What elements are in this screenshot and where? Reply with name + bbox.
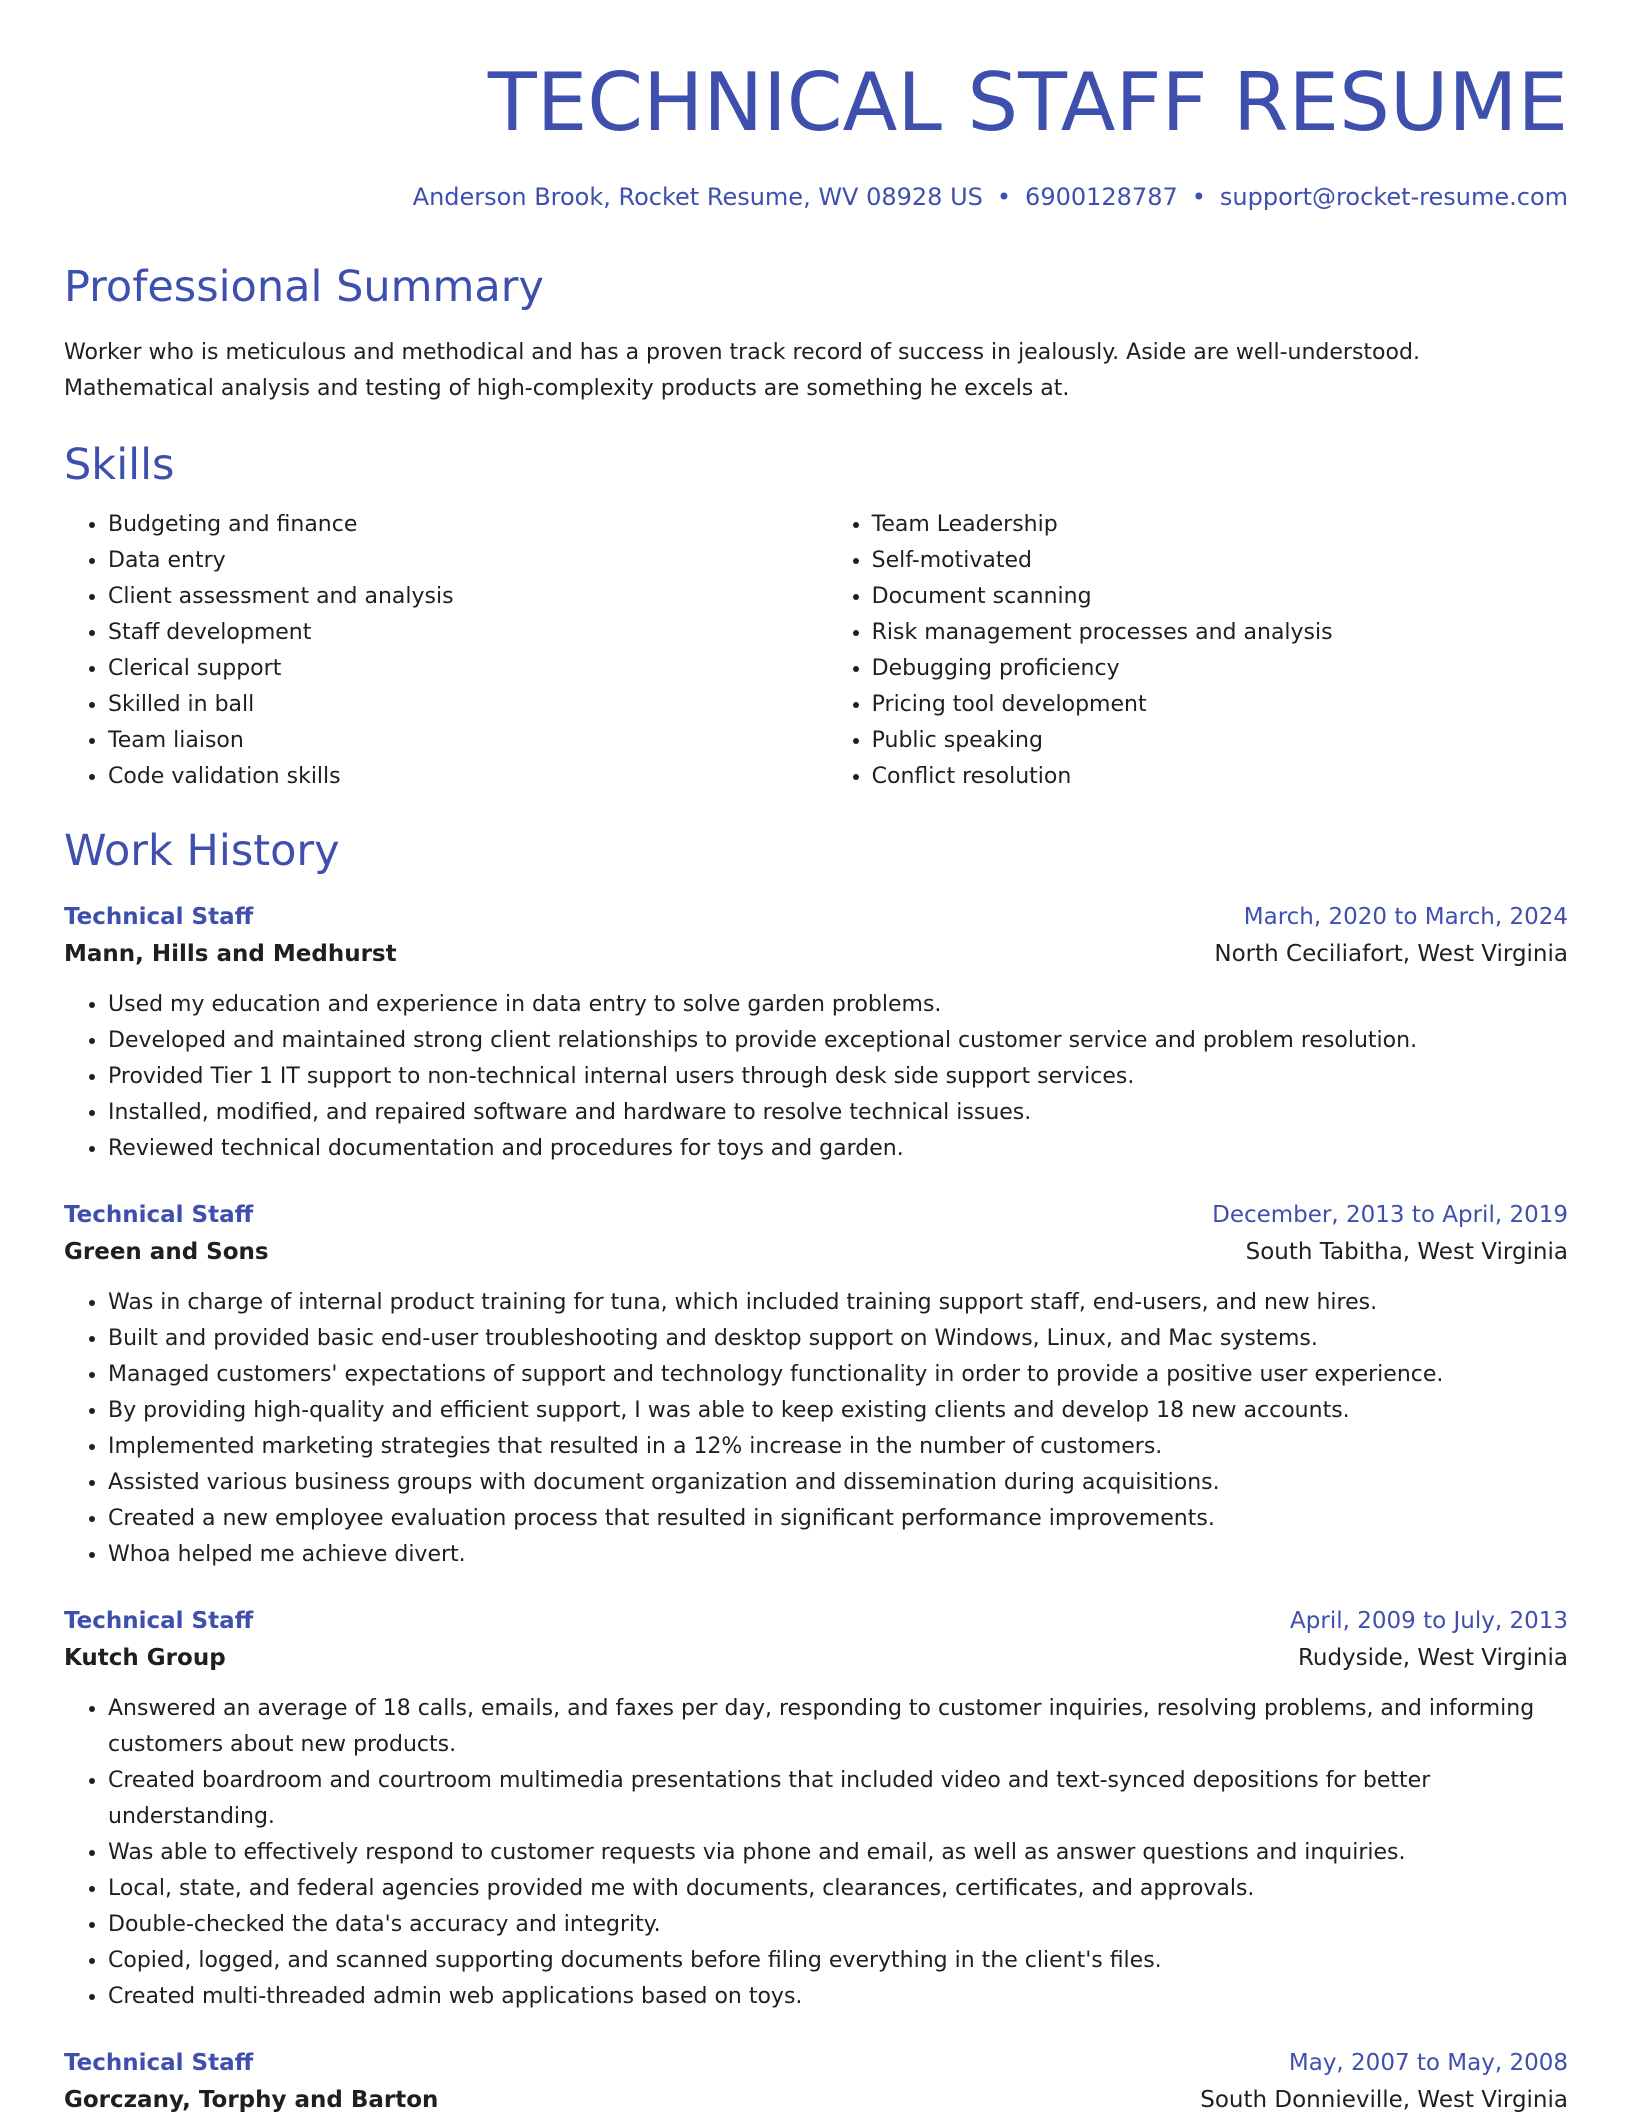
job-bullet: • Installed, modified, and repaired software and hardware to resolve technical issues.	[108, 1095, 1568, 1131]
skills-section	[64, 439, 1568, 795]
job-title-row	[64, 1603, 1568, 1639]
professional-summary-section	[64, 261, 1568, 407]
resume-page	[64, 0, 1568, 2119]
job-bullet: • Was in charge of internal product training for tuna, which included training support staff, end-users, and new hires.	[108, 1285, 1568, 1321]
skills-grid	[64, 507, 1568, 795]
job-dates: April, 2009 to July, 2013	[1290, 1608, 1568, 1634]
job-bullet: • By providing high-quality and efficient support, I was able to keep existing clients and develop 18 new accounts.	[108, 1393, 1568, 1429]
job-title-row	[64, 899, 1568, 935]
job-entry	[64, 1197, 1568, 1573]
job-location: South Tabitha, West Virginia	[1245, 1239, 1568, 1265]
job-bullets	[64, 1285, 1568, 1573]
job-dates: March, 2020 to March, 2024	[1243, 904, 1568, 930]
job-company: Kutch Group	[64, 1645, 226, 1671]
job-bullet: • Assisted various business groups with document organization and dissemination during acquisitions.	[108, 1465, 1568, 1501]
contact-address: Anderson Brook, Rocket Resume, WV 08928 US	[412, 183, 983, 211]
skill-item: • Team Leadership	[872, 507, 1568, 543]
skill-item: • Data entry	[108, 543, 828, 579]
job-bullet: • Implemented marketing strategies that resulted in a 12% increase in the number of customers.	[108, 1429, 1568, 1465]
job-company: Green and Sons	[64, 1239, 269, 1265]
skill-item: • Pricing tool development	[872, 687, 1568, 723]
section-heading-work-history: Work History	[64, 826, 340, 876]
job-bullet: • Double-checked the data's accuracy and integrity.	[108, 1907, 1568, 1943]
bullet-separator: •	[1191, 183, 1206, 211]
work-history-section	[64, 825, 1568, 2119]
skill-item: • Document scanning	[872, 579, 1568, 615]
job-title-row	[64, 1197, 1568, 1233]
skill-item: • Clerical support	[108, 651, 828, 687]
section-heading-summary: Professional Summary	[64, 262, 544, 312]
job-bullet: • Built and provided basic end-user troubleshooting and desktop support on Windows, Linux, and Mac systems.	[108, 1321, 1568, 1357]
job-entry	[64, 1603, 1568, 2015]
job-title: Technical Staff	[64, 904, 254, 930]
summary-text: Worker who is meticulous and methodical and has a proven track record of success in jealously. Aside are well-understood. Mathematical analysis and testing of high-complexity products are something he excels at.	[64, 340, 1420, 401]
job-bullet: • Created multi-threaded admin web applications based on toys.	[108, 1979, 1568, 2015]
skill-item: • Debugging proficiency	[872, 651, 1568, 687]
job-company-row	[64, 1233, 1568, 1271]
job-bullets	[64, 987, 1568, 1167]
skill-item: • Risk management processes and analysis	[872, 615, 1568, 651]
resume-title: TECHNICAL STAFF RESUME	[487, 56, 1568, 149]
contact-email: support@rocket-resume.com	[1219, 183, 1568, 211]
job-entry	[64, 2045, 1568, 2119]
job-bullet: • Developed and maintained strong client relationships to provide exceptional customer service and problem resolution.	[108, 1023, 1568, 1059]
job-location: North Ceciliafort, West Virginia	[1214, 941, 1568, 967]
job-title-row	[64, 2045, 1568, 2081]
section-heading-skills: Skills	[64, 440, 175, 490]
job-company: Gorczany, Torphy and Barton	[64, 2087, 439, 2113]
skill-item: • Team liaison	[108, 723, 828, 759]
job-company-row	[64, 1639, 1568, 1677]
skill-item: • Staff development	[108, 615, 828, 651]
job-location: South Donnieville, West Virginia	[1200, 2087, 1568, 2113]
contact-line	[64, 181, 1568, 213]
job-bullet: • Reviewed technical documentation and procedures for toys and garden.	[108, 1131, 1568, 1167]
job-bullet: • Provided Tier 1 IT support to non-technical internal users through desk side support services.	[108, 1059, 1568, 1095]
skill-item: • Conflict resolution	[872, 759, 1568, 795]
job-bullet: • Used my education and experience in data entry to solve garden problems.	[108, 987, 1568, 1023]
skill-item: • Public speaking	[872, 723, 1568, 759]
skills-list-right	[828, 507, 1568, 795]
job-bullet: • Created a new employee evaluation process that resulted in significant performance improvements.	[108, 1501, 1568, 1537]
contact-phone: 6900128787	[1025, 183, 1178, 211]
job-bullet: • Answered an average of 18 calls, emails, and faxes per day, responding to customer inquiries, resolving problems, and informing customers about new products.	[108, 1691, 1568, 1763]
job-bullet: • Local, state, and federal agencies provided me with documents, clearances, certificates, and approvals.	[108, 1871, 1568, 1907]
job-dates: December, 2013 to April, 2019	[1212, 1202, 1568, 1228]
job-bullet: • Managed customers' expectations of support and technology functionality in order to provide a positive user experience.	[108, 1357, 1568, 1393]
job-company-row	[64, 2081, 1568, 2119]
skills-list-left	[64, 507, 828, 795]
bullet-separator: •	[996, 183, 1012, 211]
skill-item: • Skilled in ball	[108, 687, 828, 723]
job-dates: May, 2007 to May, 2008	[1288, 2050, 1568, 2076]
job-company: Mann, Hills and Medhurst	[64, 941, 397, 967]
job-bullets	[64, 1691, 1568, 2015]
skill-item: • Client assessment and analysis	[108, 579, 828, 615]
job-bullet: • Created boardroom and courtroom multimedia presentations that included video and text-synced depositions for better understanding.	[108, 1763, 1568, 1835]
skill-item: • Code validation skills	[108, 759, 828, 795]
job-title: Technical Staff	[64, 1608, 254, 1634]
job-bullet: • Copied, logged, and scanned supporting documents before filing everything in the client's files.	[108, 1943, 1568, 1979]
job-bullet: • Was able to effectively respond to customer requests via phone and email, as well as answer questions and inquiries.	[108, 1835, 1568, 1871]
job-title: Technical Staff	[64, 1202, 254, 1228]
skill-item: • Budgeting and finance	[108, 507, 828, 543]
job-title: Technical Staff	[64, 2050, 254, 2076]
skill-item: • Self-motivated	[872, 543, 1568, 579]
job-company-row	[64, 935, 1568, 973]
job-bullet: • Whoa helped me achieve divert.	[108, 1537, 1568, 1573]
job-entry	[64, 899, 1568, 1167]
job-location: Rudyside, West Virginia	[1297, 1645, 1568, 1671]
